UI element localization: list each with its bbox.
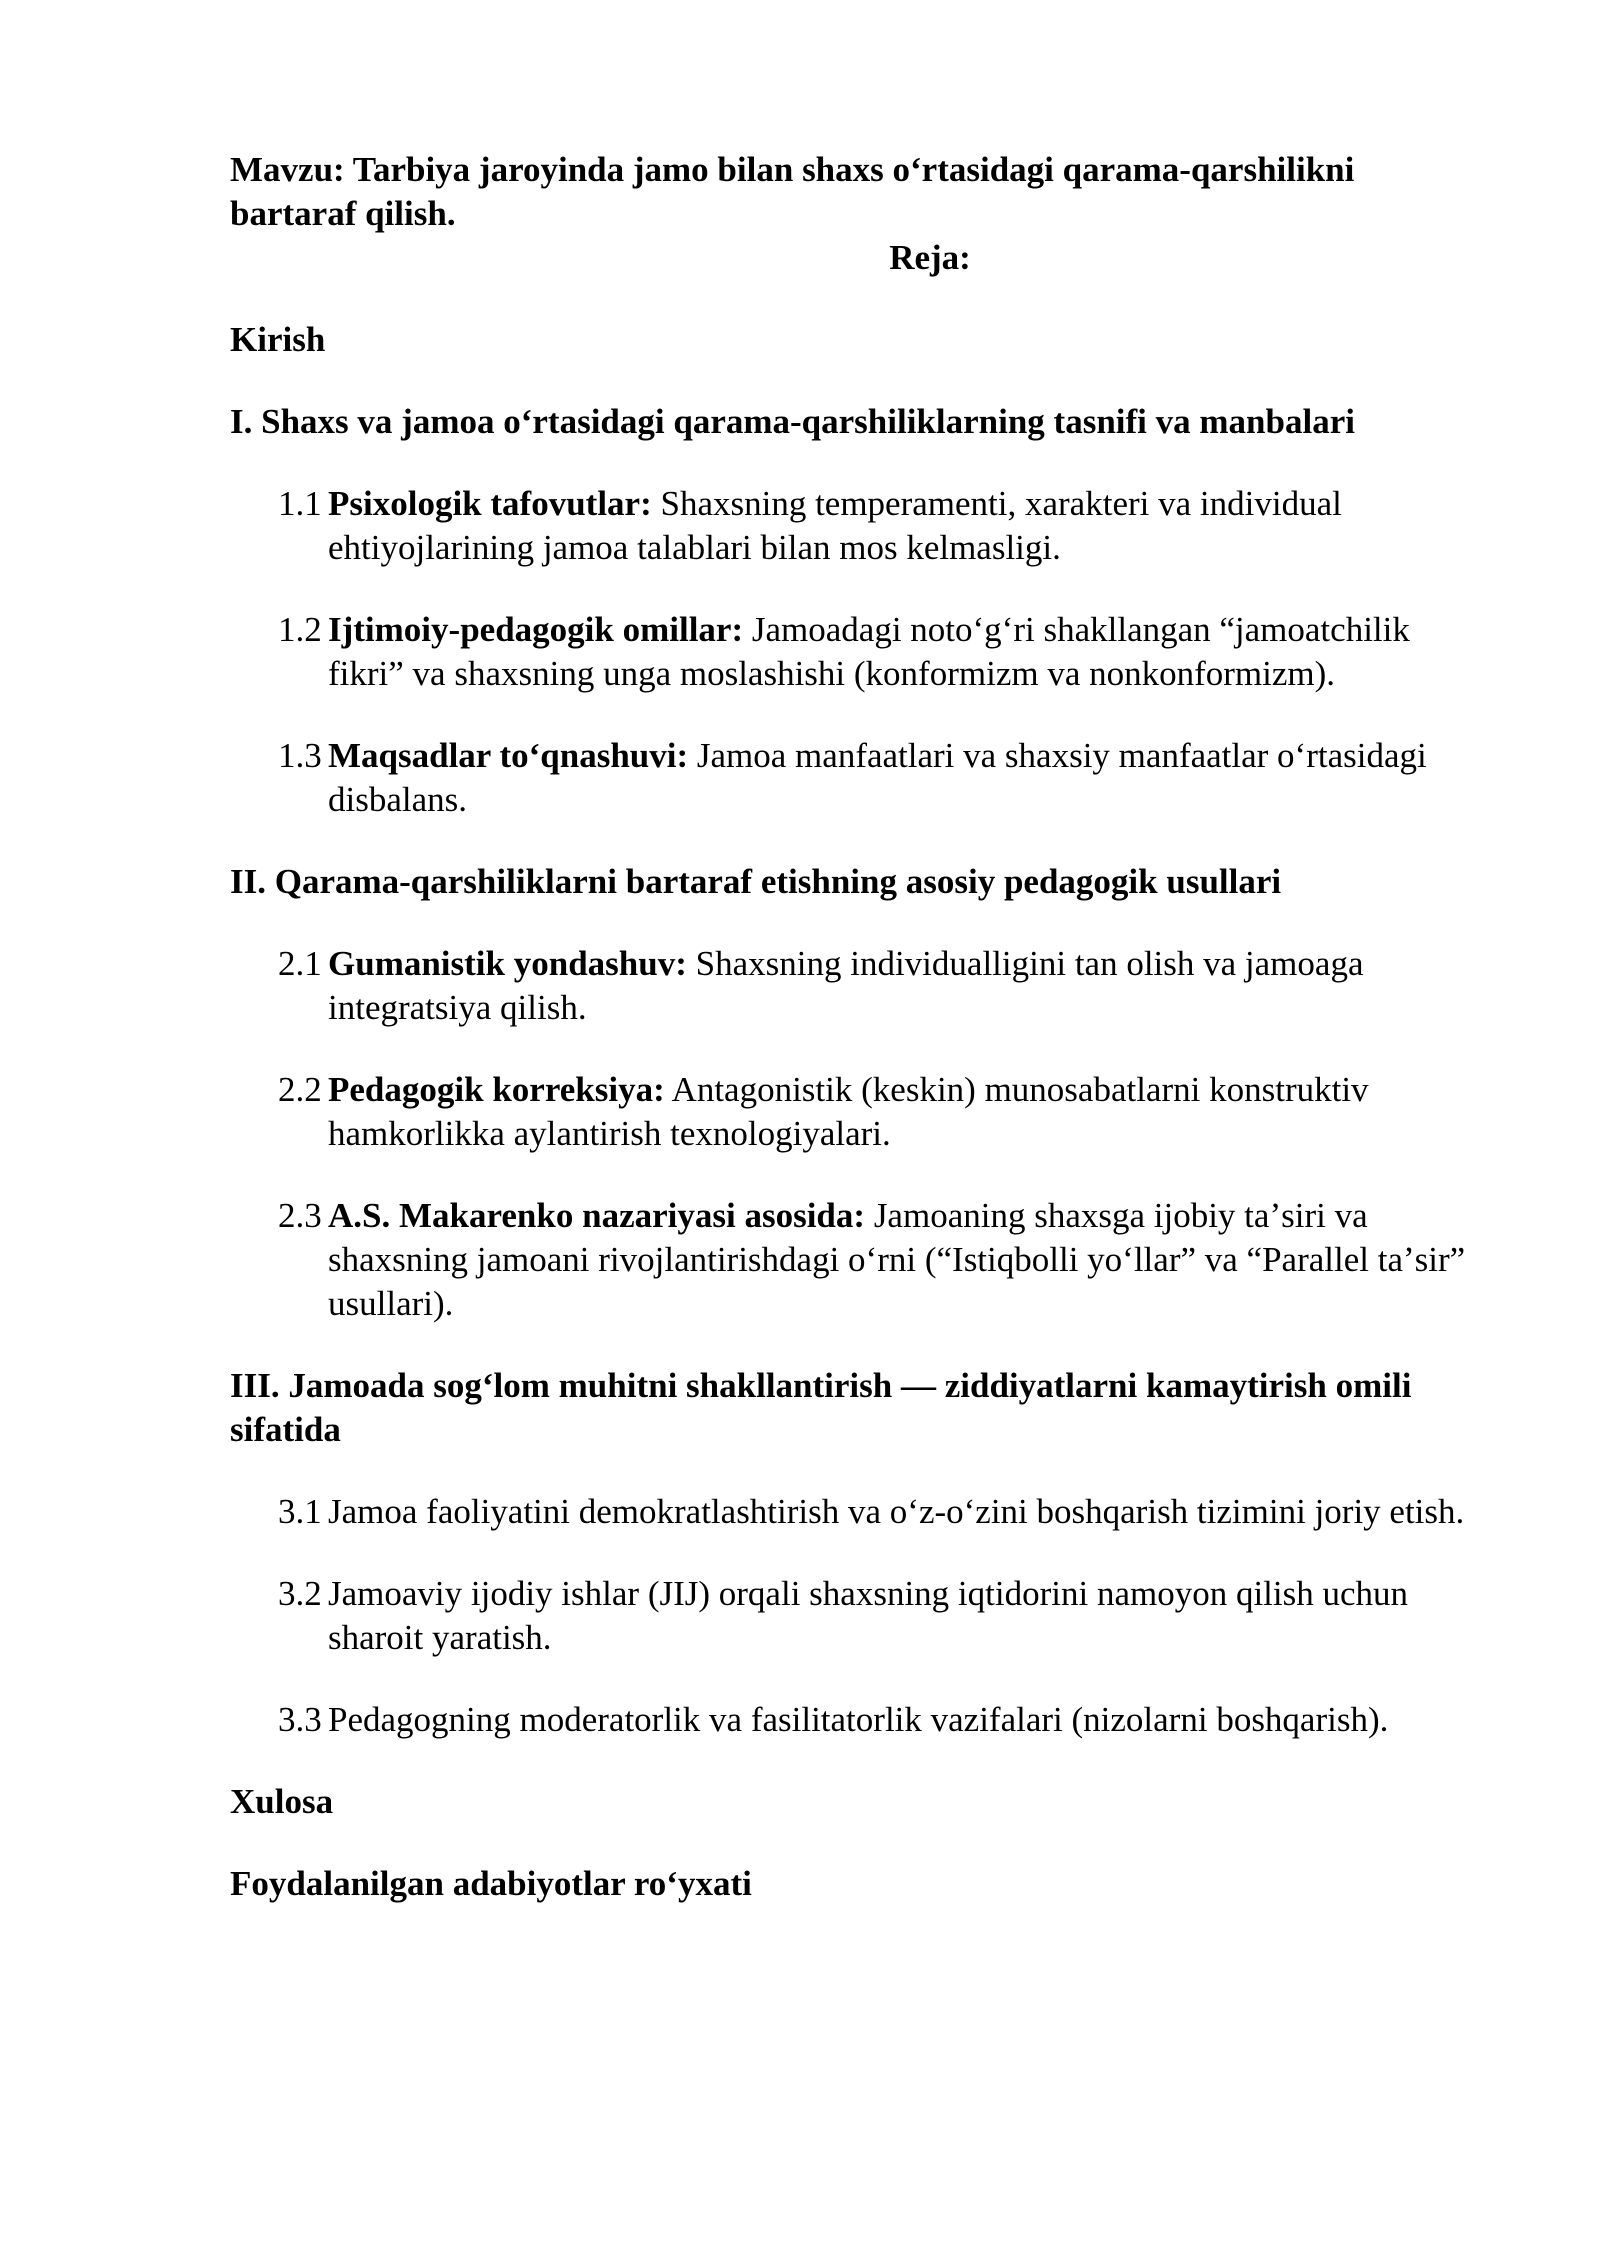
item-number: 1.2 [278,610,322,649]
item-title: Maqsadlar toʻqnashuvi: [328,736,689,775]
item-number: 2.3 [278,1196,322,1235]
intro-heading: Kirish [230,320,326,359]
list-item [230,1490,1480,1534]
item-text: Jamoa manfaatlari va shaxsiy manfaatlar oʻrtasidagi disbalans. [328,736,1427,819]
item-number: 3.3 [278,1700,322,1739]
document-title: Mavzu: Tarbiya jaroyinda jamo bilan shaxs oʻrtasidagi qarama-qarshilikni bartaraf qilish. [230,150,1355,233]
item-title: Gumanistik yondashuv: [328,944,687,983]
document-body [230,148,1480,1906]
item-text: Shaxsning individualligini tan olish va jamoaga integratsiya qilish. [328,944,1364,1027]
list-item [230,1194,1480,1326]
item-text: Jamoaning shaxsga ijobiy taʼsiri va shaxsning jamoani rivojlantirishdagi oʻrni (“Istiqbolli yoʻllar” va “Parallel taʼsir” usullari). [328,1196,1466,1323]
item-title: Ijtimoiy-pedagogik omillar: [328,610,744,649]
item-title: Pedagogik korreksiya: [328,1070,665,1109]
item-text: Shaxsning temperamenti, xarakteri va individual ehtiyojlarining jamoa talablari bilan mos kelmasligi. [328,484,1342,567]
list-item [230,482,1480,570]
list-item [230,1698,1480,1742]
list-item [230,1572,1480,1660]
references-heading: Foydalanilgan adabiyotlar roʻyxati [230,1864,752,1903]
list-item [230,1068,1480,1156]
item-title: A.S. Makarenko nazariyasi asosida: [328,1196,866,1235]
item-title: Psixologik tafovutlar: [328,484,652,523]
item-number: 1.1 [278,484,322,523]
item-number: 1.3 [278,736,322,775]
item-text: Jamoaviy ijodiy ishlar (JIJ) orqali shaxsning iqtidorini namoyon qilish uchun sharoit yaratish. [328,1574,1409,1657]
section-1-heading: I. Shaxs va jamoa oʻrtasidagi qarama-qarshiliklarning tasnifi va manbalari [230,402,1355,441]
item-text: Jamoa faoliyatini demokratlashtirish va oʻz-oʻzini boshqarish tizimini joriy etish. [328,1492,1465,1531]
list-item [230,942,1480,1030]
item-text: Antagonistik (keskin) munosabatlarni konstruktiv hamkorlikka aylantirish texnologiyalari. [328,1070,1369,1153]
list-item [230,608,1480,696]
item-number: 3.1 [278,1492,322,1531]
list-item [230,734,1480,822]
item-text: Pedagogning moderatorlik va fasilitatorlik vazifalari (nizolarni boshqarish). [328,1700,1389,1739]
section-2-heading: II. Qarama-qarshiliklarni bartaraf etishning asosiy pedagogik usullari [230,862,1282,901]
item-number: 2.1 [278,944,322,983]
item-number: 2.2 [278,1070,322,1109]
section-3-heading: III. Jamoada sogʻlom muhitni shakllantirish — ziddiyatlarni kamaytirish omili sifatida [230,1366,1412,1449]
conclusion-heading: Xulosa [230,1782,334,1821]
plan-label: Reja: [889,238,971,277]
item-number: 3.2 [278,1574,322,1613]
item-text: Jamoadagi notoʻgʻri shakllangan “jamoatchilik fikri” va shaxsning unga moslashishi (konformizm va nonkonformizm). [328,610,1410,693]
